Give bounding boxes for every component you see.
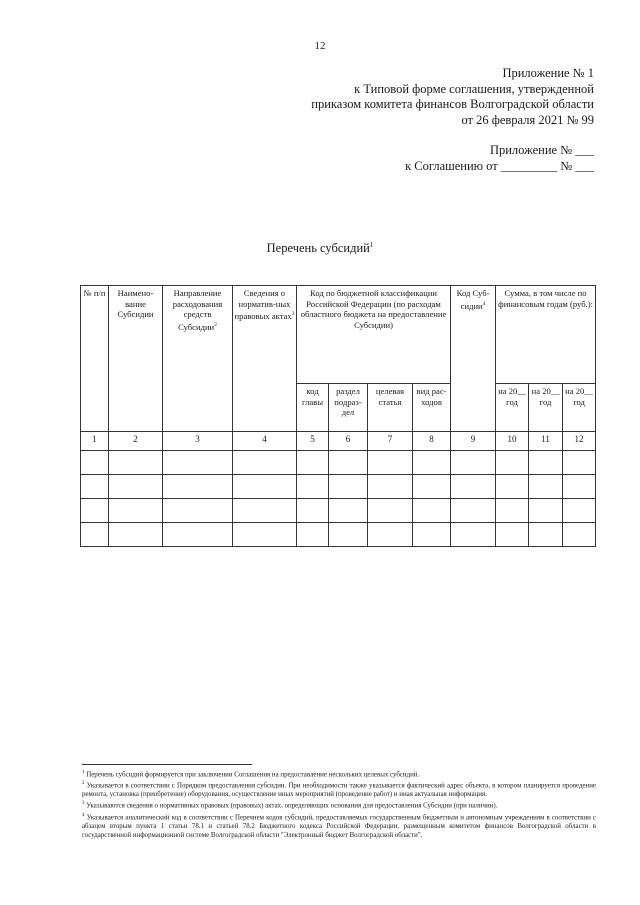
table-cell (529, 523, 563, 547)
column-number: 1 (81, 432, 109, 451)
table-cell (329, 451, 368, 475)
table-cell (496, 523, 529, 547)
table-row (81, 523, 596, 547)
table-cell (496, 499, 529, 523)
table-cell (451, 451, 496, 475)
table-cell (529, 451, 563, 475)
agreement-annex-line: Приложение № ___ (489, 143, 594, 157)
table-cell (233, 451, 297, 475)
footnote (82, 780, 596, 800)
table-cell (109, 475, 163, 499)
col-header-subsidy-code (451, 286, 496, 432)
table-cell (81, 475, 109, 499)
column-number: 11 (529, 432, 563, 451)
table-cell (413, 475, 451, 499)
column-number: 12 (563, 432, 596, 451)
table-cell (413, 523, 451, 547)
column-number: 10 (496, 432, 529, 451)
table-cell (563, 523, 596, 547)
footnote-mark: 4 (82, 812, 85, 818)
table-cell (163, 475, 233, 499)
annex-header-line: Приложение № 1 (502, 66, 594, 80)
col-subheader-section: раздел подраз-дел (329, 384, 368, 432)
page-number: 12 (314, 40, 326, 52)
table-cell (81, 451, 109, 475)
annex-header-line: приказом комитета финансов Волгоградской области (311, 97, 594, 111)
footnote-text: Указывается в соответствии с Порядком предоставления субсидии. При необходимости также указывается фактический адрес объекта, в котором планируется проведение ремонта, установка (приобретение) оборудования, осуществление иных мероприятий (проведение работ) и иная актуальная информация. (82, 782, 596, 799)
column-number: 6 (329, 432, 368, 451)
table-cell (109, 499, 163, 523)
footnote-mark: 2 (82, 781, 85, 787)
footnote-mark: 1 (82, 770, 85, 775)
table-cell (233, 475, 297, 499)
footnote (82, 812, 596, 841)
col-subheader-year-2: на 20__ год (529, 384, 563, 432)
table-row (81, 475, 596, 499)
table-cell (563, 451, 596, 475)
column-number-row (81, 432, 596, 451)
footnote-text: Указываются сведения о нормативных правовых (правовых) актах, определяющих основания для предоставления Субсидии (при наличии). (86, 802, 498, 810)
col-subheader-expense-type: вид рас-ходов (413, 384, 451, 432)
table-cell (368, 523, 413, 547)
table-row (81, 451, 596, 475)
col-header-acts-text: Сведения о норматив-ных правовых актах (234, 288, 292, 321)
footnote (82, 800, 596, 811)
table-cell (563, 499, 596, 523)
subsidies-table (80, 285, 596, 547)
table-cell (496, 451, 529, 475)
annex-header-line: от 26 февраля 2021 № 99 (461, 112, 594, 127)
table-cell (163, 499, 233, 523)
table-cell (233, 499, 297, 523)
footnote (82, 769, 596, 780)
table-cell (451, 499, 496, 523)
column-number: 8 (413, 432, 451, 451)
column-number: 3 (163, 432, 233, 451)
table-cell (329, 475, 368, 499)
table-cell (368, 499, 413, 523)
annex-header (311, 66, 594, 128)
table-cell (163, 451, 233, 475)
table-cell (329, 499, 368, 523)
table-cell (233, 523, 297, 547)
table-cell (297, 499, 329, 523)
table-cell (163, 523, 233, 547)
footnote-ref: 2 (214, 321, 217, 328)
table-cell (496, 475, 529, 499)
col-subheader-chapter-code: код главы (297, 384, 329, 432)
col-header-amount: Сумма, в том числе по финансовым годам (руб.): (496, 286, 596, 384)
col-subheader-year-1: на 20__ год (496, 384, 529, 432)
table-row (81, 499, 596, 523)
footnote-separator (82, 764, 252, 765)
footnote-mark: 3 (82, 801, 85, 807)
table-cell (297, 475, 329, 499)
col-header-direction (163, 286, 233, 432)
footnote-text: Указывается аналитический код в соответствии с Перечнем кодов субсидий, предоставляемых государственным бюджетным и автономным учреждениям в соответствии с абзацем вторым пункта 1 статьи 78.1 и статьей 78.2 Бюджетного кодекса Российской Федерации, размещенным комитетом финансов Волгоградской области в государственной информационной системе Волгоградской области "Электронный бюджет Волгоградской области". (82, 813, 596, 839)
col-header-num: № п/п (81, 286, 109, 432)
annex-header-line: к Типовой форме соглашения, утвержденной (354, 81, 594, 96)
col-header-direction-text: Направление расходования средств Субсидии (172, 288, 223, 332)
footnote-ref: 3 (291, 311, 295, 317)
table-cell (451, 523, 496, 547)
col-header-name: Наимено-вание Субсидии (109, 286, 163, 432)
footnote-text: Перечень субсидий формируется при заключении Соглашения на предоставление нескольких целевых субсидий. (86, 771, 420, 779)
column-number: 7 (368, 432, 413, 451)
footnote-ref: 4 (482, 300, 486, 307)
table-cell (368, 451, 413, 475)
table-cell (368, 475, 413, 499)
table-cell (109, 451, 163, 475)
agreement-annex-line: к Соглашению от _________ № ___ (405, 158, 594, 173)
table-cell (329, 523, 368, 547)
col-subheader-target-item: целевая статья (368, 384, 413, 432)
table-cell (529, 499, 563, 523)
col-subheader-year-3: на 20__ год (563, 384, 596, 432)
column-number: 4 (233, 432, 297, 451)
table-cell (109, 523, 163, 547)
table-cell (451, 475, 496, 499)
table-cell (413, 451, 451, 475)
col-header-subsidy-code-text: Код Суб-сидии (456, 288, 490, 311)
empty-rows (81, 451, 596, 547)
document-title (0, 241, 640, 256)
table-cell (529, 475, 563, 499)
table-cell (81, 499, 109, 523)
document-title-text: Перечень субсидий (266, 241, 370, 256)
table-cell (413, 499, 451, 523)
table-cell (297, 523, 329, 547)
column-number: 9 (451, 432, 496, 451)
agreement-annex-header (405, 143, 594, 174)
col-header-acts (233, 286, 297, 432)
column-number: 5 (297, 432, 329, 451)
column-number: 2 (109, 432, 163, 451)
col-header-bk-code: Код по бюджетной классификации Российской Федерации (по расходам областного бюджета на предоставление Субсидии) (297, 286, 451, 384)
footnotes (82, 769, 596, 841)
table-cell (563, 475, 596, 499)
table-cell (297, 451, 329, 475)
table-cell (81, 523, 109, 547)
footnote-ref: 1 (369, 241, 374, 249)
